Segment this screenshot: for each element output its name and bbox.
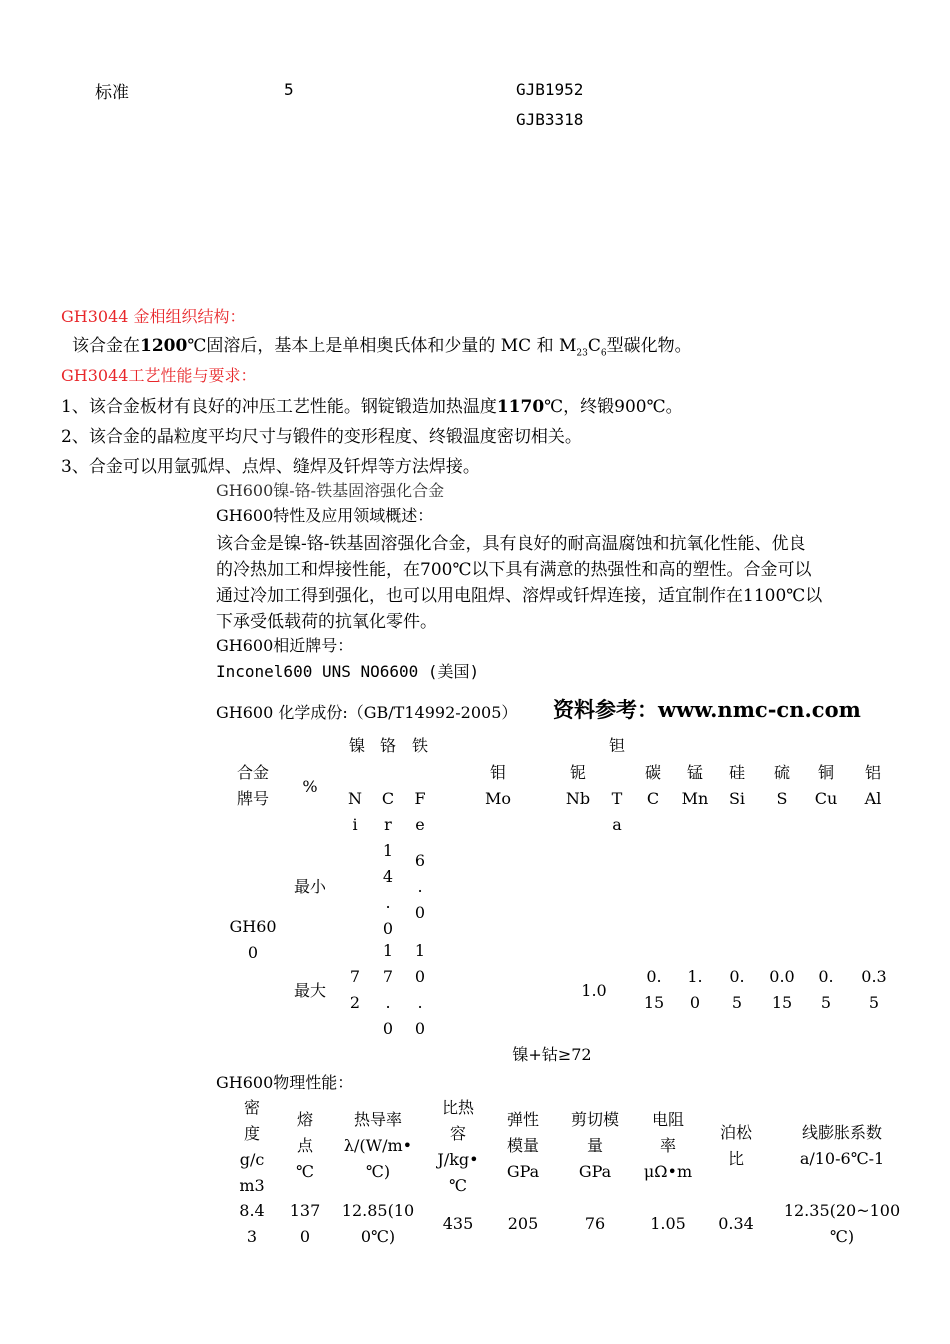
- gh600-heading: GH600镍-铬-铁基固溶强化合金: [216, 481, 445, 500]
- chem-alloy-header: 合金 牌号: [236, 763, 269, 808]
- gh600-reference: 资料参考：www.nmc-cn.com: [553, 697, 861, 722]
- chem-al: 铝 Al: [864, 763, 882, 808]
- chem-c: 碳 C: [644, 763, 661, 808]
- chem-fe-symbol: F e: [414, 789, 426, 834]
- chem-mn-max: 1. 0: [687, 967, 703, 1012]
- gh600-phys-title: GH600物理性能：: [216, 1073, 354, 1092]
- chem-s: 硫 S: [773, 763, 790, 808]
- chem-nb-max: 1.0: [581, 981, 607, 1000]
- chem-ta-symbol: T a: [611, 789, 623, 834]
- chem-note: 镍+钴≥72: [512, 1045, 592, 1064]
- gh600-overview-line-4: 下承受低载荷的抗氧化零件。: [216, 612, 437, 632]
- chem-pct-header: %: [302, 777, 318, 796]
- gh600-overview-line-3: 通过冷加工得到强化，也可以用电阻焊、溶焊或钎焊连接，适宜制作在1100℃以: [216, 586, 823, 606]
- phys-header-specific-heat: 比热 容 J/kg• ℃: [437, 1098, 479, 1195]
- gh3044-item-1: 1、该合金板材有良好的冲压工艺性能。钢锭锻造加热温度1170℃，终锻900℃。: [61, 397, 683, 417]
- chem-mn: 锰 Mn: [681, 763, 709, 808]
- chem-ni-max: 7 2: [349, 967, 361, 1012]
- phys-header-density: 密 度 g/c m3: [239, 1098, 265, 1195]
- phys-value-expansion: 12.35(20~100 ℃): [783, 1201, 901, 1246]
- chem-c-max: 0. 15: [643, 967, 665, 1012]
- standard-label: 标准: [95, 83, 129, 103]
- phys-value-elastic: 205: [507, 1214, 539, 1233]
- gh3044-structure-title: GH3044 金相组织结构：: [61, 307, 246, 326]
- chem-min-label: 最小: [293, 877, 326, 896]
- phys-value-specific-heat: 435: [442, 1214, 474, 1233]
- phys-value-melting: 137 0: [289, 1201, 321, 1246]
- chem-cu: 铜 Cu: [814, 763, 838, 808]
- chem-cu-max: 0. 5: [818, 967, 834, 1012]
- chem-s-max: 0.0 15: [769, 967, 795, 1012]
- gh600-similar-value: Inconel600 UNS NO6600 (美国): [216, 662, 480, 681]
- gh3044-item-3: 3、合金可以用氩弧焊、点焊、缝焊及钎焊等方法焊接。: [61, 457, 480, 477]
- gh3044-process-title: GH3044工艺性能与要求：: [61, 366, 257, 385]
- standard-count: 5: [284, 80, 294, 99]
- gh3044-structure-text: 该合金在1200℃固溶后，基本上是单相奥氏体和少量的 MC 和 $M_{23}C_6$型碳化物。: [72, 336, 692, 359]
- chem-alloy-name: GH60 0: [229, 917, 277, 962]
- chem-ta-cn: 钽: [608, 736, 625, 755]
- phys-header-shear: 剪切模 量 GPa: [570, 1110, 619, 1181]
- gh600-overview-title: GH600特性及应用领域概述：: [216, 506, 434, 525]
- phys-header-conductivity: 热导率 λ/(W/m• ℃): [343, 1110, 413, 1181]
- chem-max-label: 最大: [293, 981, 326, 1000]
- chem-ni-cn: 镍: [348, 736, 365, 755]
- chem-fe-min: 6 . 0: [414, 851, 426, 922]
- phys-header-expansion: 线膨胀系数 a/10-6℃-1: [799, 1123, 885, 1168]
- chem-cr-symbol: C r: [381, 789, 395, 834]
- phys-header-resistivity: 电阻 率 μΩ•m: [643, 1110, 693, 1181]
- chem-al-max: 0.3 5: [861, 967, 887, 1012]
- gh3044-item-2: 2、该合金的晶粒度平均尺寸与锻件的变形程度、终锻温度密切相关。: [61, 427, 582, 447]
- phys-value-density: 8.4 3: [239, 1201, 265, 1246]
- phys-value-poisson: 0.34: [718, 1214, 754, 1233]
- chem-cr-cn: 铬: [379, 736, 396, 755]
- gh600-chem-title: GH600 化学成份:（GB/T14992-2005）: [216, 703, 518, 722]
- phys-header-poisson: 泊松 比: [719, 1123, 752, 1168]
- chem-si-max: 0. 5: [729, 967, 745, 1012]
- phys-value-shear: 76: [584, 1214, 606, 1233]
- gh600-overview-line-1: 该合金是镍-铬-铁基固溶强化合金，具有良好的耐高温腐蚀和抗氧化性能、优良: [216, 534, 806, 554]
- standard-code-2: GJB3318: [516, 110, 584, 129]
- chem-cr-min: 1 4 . 0: [382, 841, 394, 938]
- chem-ni-symbol: N i: [348, 789, 362, 834]
- chem-fe-cn: 铁: [411, 736, 428, 755]
- chem-mo: 钼 Mo: [484, 763, 511, 808]
- gh600-similar-title: GH600相近牌号：: [216, 636, 354, 655]
- phys-value-conductivity: 12.85(10 0℃): [341, 1201, 415, 1246]
- gh600-overview-line-2: 的冷热加工和焊接性能，在700℃以下具有满意的热强性和高的塑性。合金可以: [216, 560, 812, 580]
- standard-code-1: GJB1952: [516, 80, 584, 99]
- phys-header-elastic: 弹性 模量 GPa: [506, 1110, 540, 1181]
- chem-nb: 铌 Nb: [565, 763, 591, 808]
- phys-header-melting: 熔 点 ℃: [296, 1110, 314, 1181]
- chem-si: 硅 Si: [728, 763, 746, 808]
- chem-fe-max: 1 0 . 0: [414, 941, 426, 1038]
- phys-value-resistivity: 1.05: [650, 1214, 686, 1233]
- chem-cr-max: 1 7 . 0: [382, 941, 394, 1038]
